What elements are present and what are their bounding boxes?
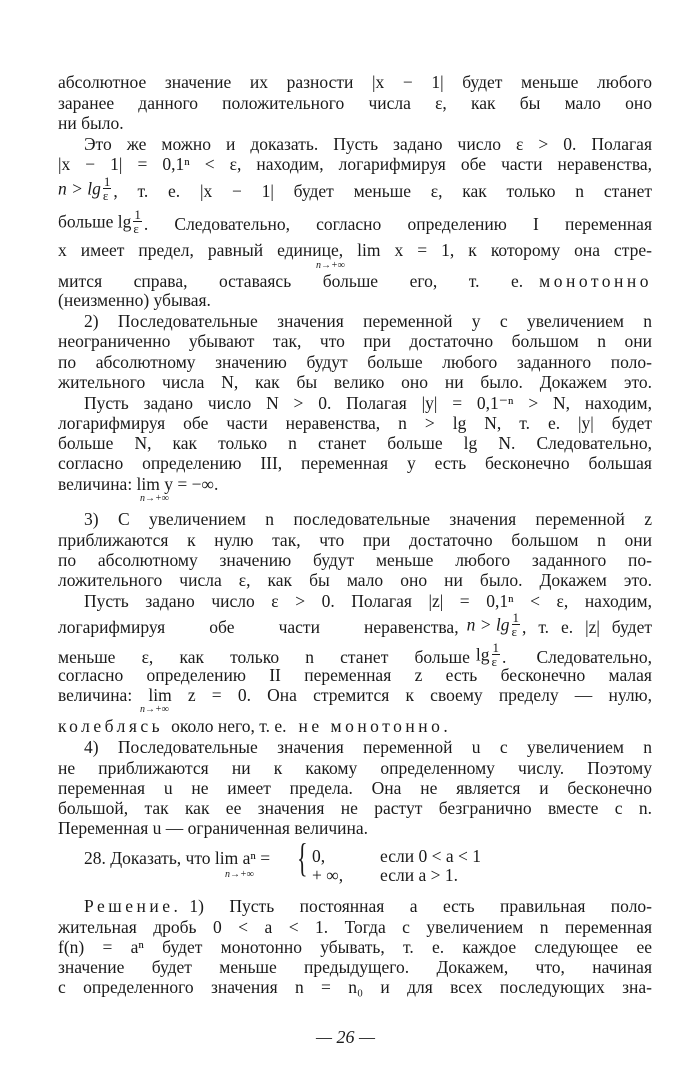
text-span: . Следовательно, согласно определению I переменная [143, 213, 652, 234]
text-line: жительного числа N, как бы велико оно ни было. Докажем это. [58, 372, 652, 392]
math-lg: lg $\frac{1}{\varepsilon}$ [475, 640, 499, 669]
spaced-emphasis: монотонно [539, 271, 652, 291]
text-line: согласно определению III, переменная y есть бесконечно большая [58, 453, 652, 473]
math-lg: больше lg $\frac{1}{\varepsilon}$ [58, 207, 141, 236]
limit-subscript: n→+∞ [140, 704, 169, 715]
text-line: согласно определению II переменная z есть бесконечно малая [58, 665, 652, 685]
text-line: 4) Последовательные значения переменной u с увеличением n [84, 737, 652, 757]
text-line: Это же можно и доказать. Пусть задано число ε > 0. Полагая [84, 134, 652, 154]
text-line: величина: lim z = 0. Она стремится к своему пределу — нулю, [58, 685, 652, 705]
problem-statement: 28. Доказать, что lim aⁿ = [84, 848, 271, 868]
text-line: ложительного числа ε, как бы мало оно ни было. Докажем это. [58, 570, 652, 590]
text-line: абсолютное значение их разности |x − 1| будет меньше любого [58, 72, 652, 92]
text-line [84, 896, 652, 916]
text-line: логарифмируя обе части неравенства, n > lg N, т. е. |y| будет [58, 413, 652, 433]
text-line: x имеет предел, равный единице, lim x = 1, к которому она стре- [58, 240, 652, 260]
text-line: значение будет меньше предыдущего. Докажем, что, начиная [58, 957, 652, 977]
text-span: , т. е. |x − 1| будет меньше ε, как только n станет [113, 180, 652, 201]
fraction: $\frac{1}{\varepsilon}$ [133, 207, 141, 236]
limit-subscript: n→+∞ [225, 869, 254, 880]
text-line: по абсолютному значению будут меньше любого заданного по- [58, 550, 652, 570]
text-line: 2) Последовательные значения переменной y с увеличением n [84, 311, 652, 331]
text-line: величина: lim y = −∞. [58, 474, 219, 494]
text-line: Пусть задано число N > 0. Полагая |y| = 0,1⁻ⁿ > N, находим, [84, 393, 652, 413]
text-line: не приближаются ни к какому определенному числу. Поэтому [58, 758, 652, 778]
solution-label: Решение. [84, 896, 182, 916]
fraction: $\frac{1}{\varepsilon}$ [511, 610, 519, 639]
text-line [58, 271, 652, 291]
text-line-with-fraction [58, 207, 652, 237]
fraction: $\frac{1}{\varepsilon}$ [491, 640, 499, 669]
fraction: $\frac{1}{\varepsilon}$ [102, 174, 111, 203]
page-number: — 26 — [315, 1027, 375, 1047]
limit-subscript: n→+∞ [140, 493, 169, 504]
text-line-with-fraction [58, 174, 652, 204]
text-line: ни было. [58, 113, 124, 133]
brace: { [297, 835, 308, 880]
case-condition: если a > 1. [380, 865, 458, 885]
text-line-with-fraction [58, 610, 652, 640]
text-span: меньше ε, как только n станет больше [58, 646, 470, 667]
text-span: логарифмируя обе части неравенства, [58, 616, 459, 637]
text-line: по абсолютному значению будут больше любого заданного поло- [58, 352, 652, 372]
text-span: около него, т. е. [171, 716, 287, 736]
text-line: заранее данного положительного числа ε, как бы мало оно [58, 93, 652, 113]
text-line: |x − 1| = 0,1ⁿ < ε, находим, логарифмируя обе части неравенства, [58, 154, 652, 174]
text-line: f(n) = aⁿ будет монотонно убывать, т. е. каждое следующее ее [58, 937, 652, 957]
text-span: , т. е. |z| будет [522, 616, 652, 637]
text-span: 1) Пусть постоянная a есть правильная поло- [189, 896, 652, 916]
spaced-emphasis: не монотонно. [298, 716, 452, 736]
case-value: 0, [312, 846, 326, 866]
case-value: + ∞, [312, 865, 344, 885]
text-line [58, 716, 652, 736]
spaced-emphasis: колеблясь [58, 716, 164, 736]
text-line: Переменная u — ограниченная величина. [58, 818, 369, 838]
text-span: мится справа, оставаясь больше его, т. е. [58, 271, 524, 291]
text-line: переменная u не имеет предела. Она не является и бесконечно [58, 778, 652, 798]
math-inequality: n > lg $\frac{1}{\varepsilon}$ [466, 610, 519, 639]
text-line: Пусть задано число ε > 0. Полагая |z| = 0,1ⁿ < ε, находим, [84, 591, 652, 611]
text-line: больше N, как только n станет больше lg N. Следовательно, [58, 433, 652, 453]
text-line: жительная дробь 0 < a < 1. Тогда с увеличением n переменная [58, 917, 652, 937]
text-line: (неизменно) убывая. [58, 290, 211, 310]
text-line: с определенного значения n = n₀ и для всех последующих зна- [58, 977, 652, 997]
math-inequality: n > lg $\frac{1}{\varepsilon}$ [58, 174, 111, 203]
text-line: большой, так как ее значения не растут безгранично вместе с n. [58, 798, 652, 818]
text-line: неограниченно убывают так, что при достаточно большом n они [58, 331, 652, 351]
text-line: приближаются к нулю так, что при достаточно большом n они [58, 530, 652, 550]
text-span: . Следовательно, [502, 646, 652, 667]
case-condition: если 0 < a < 1 [380, 846, 481, 866]
text-line: 3) С увеличением n последовательные значения переменной z [84, 509, 652, 529]
limit-subscript: n→+∞ [316, 260, 345, 271]
